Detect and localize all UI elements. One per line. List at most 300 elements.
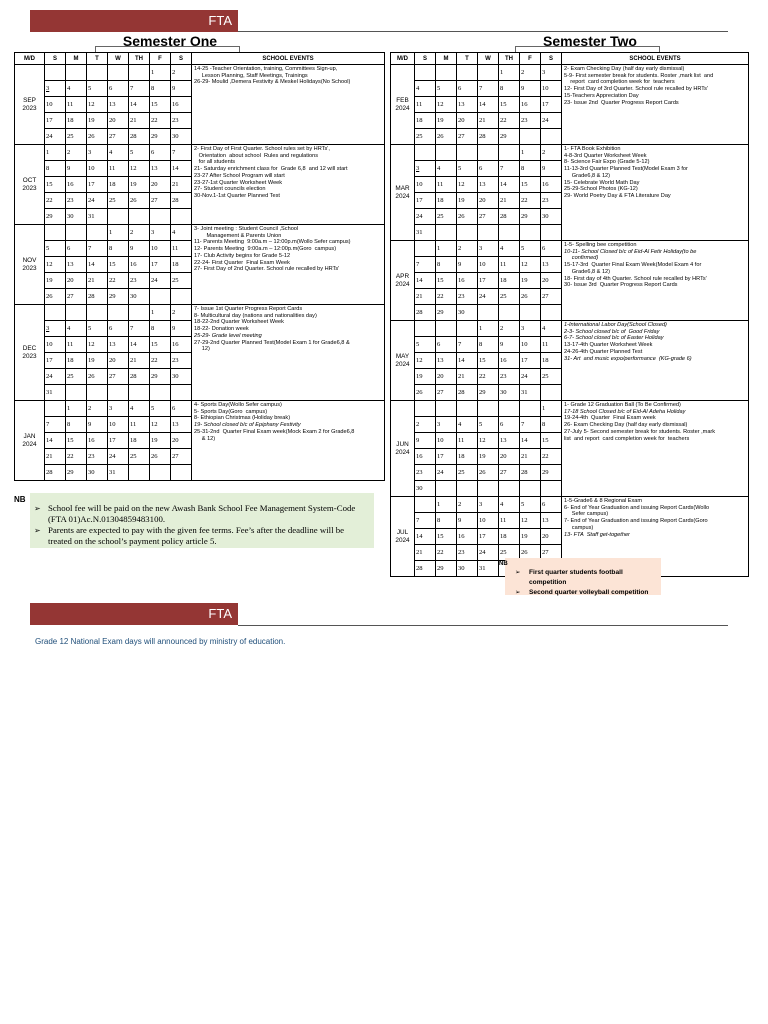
event-line: 17- Club Activity begins for Grade 5-12 (194, 252, 291, 259)
day-cell: 13 (478, 177, 499, 193)
table-row (391, 241, 749, 257)
day-cell: 3 (108, 401, 129, 417)
day-cell: 18 (129, 433, 150, 449)
day-cell: 27 (478, 209, 499, 225)
day-cell: 3 (87, 145, 108, 161)
day-cell: 13 (541, 513, 562, 529)
day-cell: 8 (436, 257, 457, 273)
table-row (391, 321, 749, 337)
day-cell: 8 (541, 417, 562, 433)
day-cell: 8 (150, 321, 171, 337)
day-cell: 14 (499, 177, 520, 193)
table-row (391, 65, 749, 81)
day-cell: 7 (415, 257, 436, 273)
day-cell: 18 (108, 177, 129, 193)
day-cell (541, 129, 562, 145)
event-line: 26- Exam Checking Day (half day early dismissal) (564, 422, 688, 429)
day-cell (66, 65, 87, 81)
day-cell (66, 225, 87, 241)
day-cell (499, 305, 520, 321)
event-line: 30-Nov.1-1st Quarter Planned Test (194, 192, 280, 199)
day-cell: 31 (520, 385, 541, 401)
day-cell: 4 (499, 241, 520, 257)
day-cell (45, 305, 66, 321)
month-label (391, 401, 415, 497)
day-cell (499, 225, 520, 241)
event-line: Management & Parents Union (194, 232, 282, 239)
table-row (15, 145, 385, 161)
day-cell: 1 (436, 497, 457, 513)
day-cell (478, 65, 499, 81)
day-cell (457, 321, 478, 337)
day-cell (478, 145, 499, 161)
day-cell: 11 (415, 97, 436, 113)
day-cell: 19 (520, 273, 541, 289)
school-events-cell (192, 65, 385, 145)
day-cell: 20 (541, 529, 562, 545)
event-line: 15- Celebrate World Math Day (564, 179, 640, 186)
day-cell: 18 (436, 193, 457, 209)
month-label-text: FEB (396, 96, 409, 104)
month-label-text: MAY (395, 352, 410, 360)
column-header: S (171, 53, 192, 65)
day-cell: 20 (150, 177, 171, 193)
day-cell: 11 (457, 433, 478, 449)
day-cell: 26 (520, 545, 541, 561)
day-cell: 24 (415, 209, 436, 225)
day-cell: 10 (478, 257, 499, 273)
day-cell: 21 (129, 353, 150, 369)
column-header: TH (129, 53, 150, 65)
table-row (15, 305, 385, 321)
day-cell: 19 (457, 193, 478, 209)
day-cell: 24 (478, 545, 499, 561)
day-cell: 9 (171, 81, 192, 97)
day-cell (478, 305, 499, 321)
day-cell: 27 (171, 449, 192, 465)
day-cell: 26 (87, 369, 108, 385)
day-cell: 6 (541, 497, 562, 513)
day-cell: 20 (436, 369, 457, 385)
day-cell: 13 (150, 161, 171, 177)
day-cell: 10 (45, 337, 66, 353)
day-cell: 19 (436, 113, 457, 129)
day-cell: 29 (45, 209, 66, 225)
day-cell: 28 (478, 129, 499, 145)
day-cell: 9 (66, 161, 87, 177)
table-row (391, 401, 749, 417)
day-cell: 9 (499, 337, 520, 353)
day-cell: 18 (499, 273, 520, 289)
event-line: 5-9- First semester break for students. Roster ,mark list and (564, 72, 714, 79)
list-item (511, 568, 657, 588)
event-line: 1- Grade 12 Graduation Ball (To Be Confirmed) (564, 402, 681, 408)
column-header: W (478, 53, 499, 65)
column-header: F (520, 53, 541, 65)
day-cell: 5 (87, 321, 108, 337)
day-cell (520, 401, 541, 417)
month-label-text: 2024 (395, 280, 410, 288)
event-line: for all students (194, 159, 236, 166)
day-cell: 26 (436, 129, 457, 145)
column-header: S (541, 53, 562, 65)
day-cell: 18 (541, 353, 562, 369)
day-cell: 22 (108, 273, 129, 289)
day-cell: 22 (499, 113, 520, 129)
school-events-cell (192, 225, 385, 305)
day-cell: 16 (129, 257, 150, 273)
column-header: SCHOOL EVENTS (192, 53, 385, 65)
day-cell: 10 (150, 241, 171, 257)
day-cell: 10 (520, 337, 541, 353)
day-cell: 3 (520, 321, 541, 337)
day-cell: 13 (66, 257, 87, 273)
day-cell: 2 (171, 65, 192, 81)
day-cell: 9 (457, 513, 478, 529)
day-cell: 22 (150, 353, 171, 369)
day-cell: 31 (87, 209, 108, 225)
school-events-cell (192, 305, 385, 401)
event-line: 8- Ethiopian Christmas (Holiday break) (194, 415, 291, 422)
column-header: S (415, 53, 436, 65)
day-cell (45, 225, 66, 241)
day-cell: 21 (415, 545, 436, 561)
day-cell: 30 (457, 305, 478, 321)
day-cell: 30 (171, 369, 192, 385)
day-cell: 26 (150, 449, 171, 465)
day-cell: 10 (415, 177, 436, 193)
day-cell: 22 (541, 449, 562, 465)
event-line: 25-29-School Photos (KG-12) (564, 186, 638, 193)
day-cell: 7 (129, 81, 150, 97)
event-line: Grade6,8 & 12) (564, 172, 611, 179)
day-cell: 28 (457, 385, 478, 401)
banner-text: FTA (208, 606, 232, 621)
bottom-rule (238, 625, 728, 626)
day-cell (436, 481, 457, 497)
day-cell: 5 (150, 401, 171, 417)
event-line: 2-3- School closed b/c of Good Friday (564, 328, 660, 335)
day-cell: 16 (171, 337, 192, 353)
event-line: 15-17-3rd Quarter Final Exam Week(Model Exam 4 for (564, 262, 702, 269)
day-cell: 25 (436, 209, 457, 225)
day-cell: 19 (415, 369, 436, 385)
day-cell (541, 225, 562, 241)
day-cell (541, 305, 562, 321)
column-header: F (150, 53, 171, 65)
day-cell: 4 (66, 81, 87, 97)
table-row (15, 65, 385, 81)
event-line: 23-27 After School Program will start (194, 172, 285, 179)
day-cell: 12 (478, 433, 499, 449)
event-line: 2- First Day of First Quarter. School rules set by HRTs', (194, 146, 330, 152)
day-cell (87, 65, 108, 81)
month-label (391, 497, 415, 577)
day-cell: 1 (108, 225, 129, 241)
day-cell: 23 (499, 369, 520, 385)
school-events-cell (562, 145, 749, 241)
day-cell: 13 (108, 97, 129, 113)
event-line: 2- Exam Checking Day (half day early dismissal) (564, 66, 685, 72)
event-line: 22-24- First Quarter Final Exam Week (194, 259, 290, 266)
day-cell: 15 (436, 273, 457, 289)
day-cell: 23 (87, 449, 108, 465)
day-cell: 10 (108, 417, 129, 433)
day-cell: 15 (520, 177, 541, 193)
day-cell: 23 (457, 545, 478, 561)
event-line: 23-27-1st Quarter Worksheet Week (194, 179, 283, 186)
column-header: T (457, 53, 478, 65)
month-label-text: APR (395, 272, 410, 280)
day-cell: 12 (436, 97, 457, 113)
event-line: 24-26-4th Quarter Planned Test (564, 348, 643, 355)
day-cell: 18 (457, 449, 478, 465)
day-cell: 19 (478, 449, 499, 465)
event-line: Grade6,8 & 12) (564, 268, 611, 275)
day-cell: 15 (478, 353, 499, 369)
day-cell: 10 (478, 513, 499, 529)
day-cell: 19 (150, 433, 171, 449)
table-row (391, 145, 749, 161)
day-cell (66, 385, 87, 401)
day-cell: 17 (415, 193, 436, 209)
month-label-text: 2024 (395, 448, 410, 456)
day-cell: 2 (457, 241, 478, 257)
day-cell: 26 (478, 465, 499, 481)
school-events-cell (562, 65, 749, 145)
column-header: TH (499, 53, 520, 65)
day-cell: 30 (66, 209, 87, 225)
event-line: 25-31-2nd Quarter Final Exam week(Mock Exam 2 for Grade6,8 (194, 428, 355, 435)
day-cell: 4 (129, 401, 150, 417)
day-cell: 21 (171, 177, 192, 193)
event-line: 8- Science Fair Expo (Grade 5-12) (564, 159, 650, 166)
day-cell: 21 (499, 193, 520, 209)
day-cell (108, 305, 129, 321)
day-cell: 17 (478, 529, 499, 545)
day-cell: 2 (171, 305, 192, 321)
day-cell: 14 (87, 257, 108, 273)
day-cell: 27 (66, 289, 87, 305)
day-cell (499, 481, 520, 497)
day-cell (520, 481, 541, 497)
arrow-bullet-icon: ➢ (515, 569, 521, 576)
month-label (15, 65, 45, 145)
day-cell: 15 (499, 97, 520, 113)
day-cell: 16 (415, 449, 436, 465)
day-cell: 12 (129, 161, 150, 177)
day-cell (129, 65, 150, 81)
event-line: 8- Multicultural day (nations and nationalities day) (194, 312, 317, 319)
day-cell: 11 (499, 257, 520, 273)
day-cell: 14 (129, 97, 150, 113)
day-cell (66, 305, 87, 321)
event-line: 15-Teachers Appreciation Day (564, 92, 639, 99)
nb-label: NB (499, 561, 508, 567)
day-cell (457, 225, 478, 241)
day-cell: 5 (129, 145, 150, 161)
column-header: T (87, 53, 108, 65)
day-cell: 19 (129, 177, 150, 193)
event-line: 1- FTA Book Exhibition (564, 146, 621, 152)
month-label-text: 2023 (22, 264, 37, 272)
day-cell: 16 (457, 529, 478, 545)
event-line: 7- Issue 1st Quarter Progress Report Cards (194, 306, 303, 312)
day-cell: 22 (436, 545, 457, 561)
day-cell: 28 (171, 193, 192, 209)
day-cell: 24 (108, 449, 129, 465)
day-cell: 6 (108, 321, 129, 337)
semester-one-calendar (14, 52, 385, 481)
column-header: W (108, 53, 129, 65)
event-line: 19-24-4th Quarter Final Exam week (564, 415, 656, 422)
day-cell: 15 (66, 433, 87, 449)
day-cell: 17 (520, 353, 541, 369)
day-cell: 10 (436, 433, 457, 449)
day-cell (541, 385, 562, 401)
event-line: 12) (194, 346, 210, 353)
arrow-bullet-icon: ➢ (515, 589, 521, 596)
day-cell (478, 481, 499, 497)
day-cell: 27 (108, 129, 129, 145)
day-cell: 5 (436, 81, 457, 97)
day-cell (457, 145, 478, 161)
day-cell: 20 (108, 353, 129, 369)
day-cell: 9 (520, 81, 541, 97)
event-line: 14-25 -Teacher Orientation, training, Committees Sign-up, (194, 66, 338, 72)
day-cell: 21 (457, 369, 478, 385)
event-line: 18-22- Donation week (194, 326, 249, 333)
day-cell: 24 (436, 465, 457, 481)
day-cell: 25 (415, 129, 436, 145)
day-cell (415, 497, 436, 513)
day-cell: 24 (541, 113, 562, 129)
day-cell: 4 (415, 81, 436, 97)
day-cell: 4 (66, 321, 87, 337)
month-label (15, 225, 45, 305)
day-cell: 7 (520, 417, 541, 433)
day-cell: 14 (415, 273, 436, 289)
day-cell: 30 (129, 289, 150, 305)
column-header: M/D (391, 53, 415, 65)
day-cell: 23 (171, 113, 192, 129)
day-cell: 31 (108, 465, 129, 481)
day-cell: 5 (45, 241, 66, 257)
school-events-cell (562, 401, 749, 497)
event-line: 31- Art and music expo/performance (KG-grade 6) (564, 355, 692, 362)
day-cell: 13 (108, 337, 129, 353)
day-cell: 8 (108, 241, 129, 257)
day-cell: 17 (541, 97, 562, 113)
day-cell (87, 225, 108, 241)
day-cell: 6 (457, 81, 478, 97)
notice-text: School fee will be paid on the new Awash Bank School Fee Management System-Code (FTA 01)Ac.N.01304859483100. (48, 503, 356, 524)
event-line: 12- Parents Meeting 9:00a.m – 12:00p.m(Goro campus) (194, 246, 337, 253)
day-cell: 20 (541, 273, 562, 289)
day-cell: 23 (520, 113, 541, 129)
month-label-text: 2023 (22, 352, 37, 360)
day-cell (108, 209, 129, 225)
month-label-text: 2024 (395, 192, 410, 200)
day-cell: 26 (129, 193, 150, 209)
event-line: 27-29-2nd Quarter Planned Test(Model Exam 1 for Grade6,8 & (194, 339, 350, 346)
day-cell: 27 (457, 129, 478, 145)
day-cell: 17 (45, 113, 66, 129)
arrow-bullet-icon: ➢ (34, 504, 41, 513)
event-line: 11-13-3rd Quarter Planned Test(Model Exam 3 for (564, 166, 688, 173)
day-cell: 8 (478, 337, 499, 353)
event-line: 11- Parents Meeting 9:00a.m – 12:00p.m(Wollo Sefer campus) (194, 239, 351, 246)
day-cell: 16 (171, 97, 192, 113)
day-cell: 1 (541, 401, 562, 417)
day-cell: 29 (150, 129, 171, 145)
day-cell: 1 (499, 65, 520, 81)
day-cell: 4 (436, 161, 457, 177)
day-cell: 19 (45, 273, 66, 289)
school-events-cell (562, 321, 749, 401)
day-cell: 27 (541, 545, 562, 561)
day-cell: 8 (499, 81, 520, 97)
day-cell: 2 (520, 65, 541, 81)
day-cell: 21 (129, 113, 150, 129)
day-cell: 21 (415, 289, 436, 305)
day-cell: 24 (45, 129, 66, 145)
day-cell: 11 (171, 241, 192, 257)
day-cell (150, 209, 171, 225)
event-line: 5- Sports Day(Goro campus) (194, 408, 268, 415)
day-cell: 25 (499, 289, 520, 305)
day-cell: 16 (499, 353, 520, 369)
day-cell: 5 (520, 241, 541, 257)
day-cell: 20 (108, 113, 129, 129)
day-cell (436, 225, 457, 241)
nb-label: NB (14, 495, 26, 504)
day-cell: 22 (478, 369, 499, 385)
event-line: confirmed) (564, 255, 599, 262)
day-cell: 29 (478, 385, 499, 401)
day-cell: 31 (415, 225, 436, 241)
day-cell: 11 (129, 417, 150, 433)
day-cell: 24 (478, 289, 499, 305)
semester-two-calendar (390, 52, 749, 577)
day-cell: 26 (45, 289, 66, 305)
day-cell: 21 (87, 273, 108, 289)
day-cell: 24 (87, 193, 108, 209)
day-cell: 20 (66, 273, 87, 289)
national-exam-note: Grade 12 National Exam days will announced by ministry of education. (35, 637, 286, 646)
day-cell: 7 (457, 337, 478, 353)
day-cell: 7 (415, 513, 436, 529)
event-line: 13- FTA Staff get-together (564, 531, 630, 538)
month-label (15, 305, 45, 401)
day-cell: 25 (129, 449, 150, 465)
day-cell: 3 (541, 65, 562, 81)
day-cell (478, 225, 499, 241)
day-cell: 2 (129, 225, 150, 241)
day-cell: 14 (45, 433, 66, 449)
event-line: 25-29- Grade level meeting (194, 332, 262, 339)
school-events-cell (192, 145, 385, 225)
semester-two-title: Semester Two (543, 33, 637, 49)
day-cell (415, 401, 436, 417)
event-line: list and report card completion week for teachers (564, 435, 690, 442)
day-cell: 16 (541, 177, 562, 193)
day-cell: 27 (541, 289, 562, 305)
month-label-text: 2024 (22, 440, 37, 448)
day-cell: 6 (436, 337, 457, 353)
event-line: 3- Joint meeting : Student Council ,School (194, 226, 299, 232)
day-cell (541, 481, 562, 497)
